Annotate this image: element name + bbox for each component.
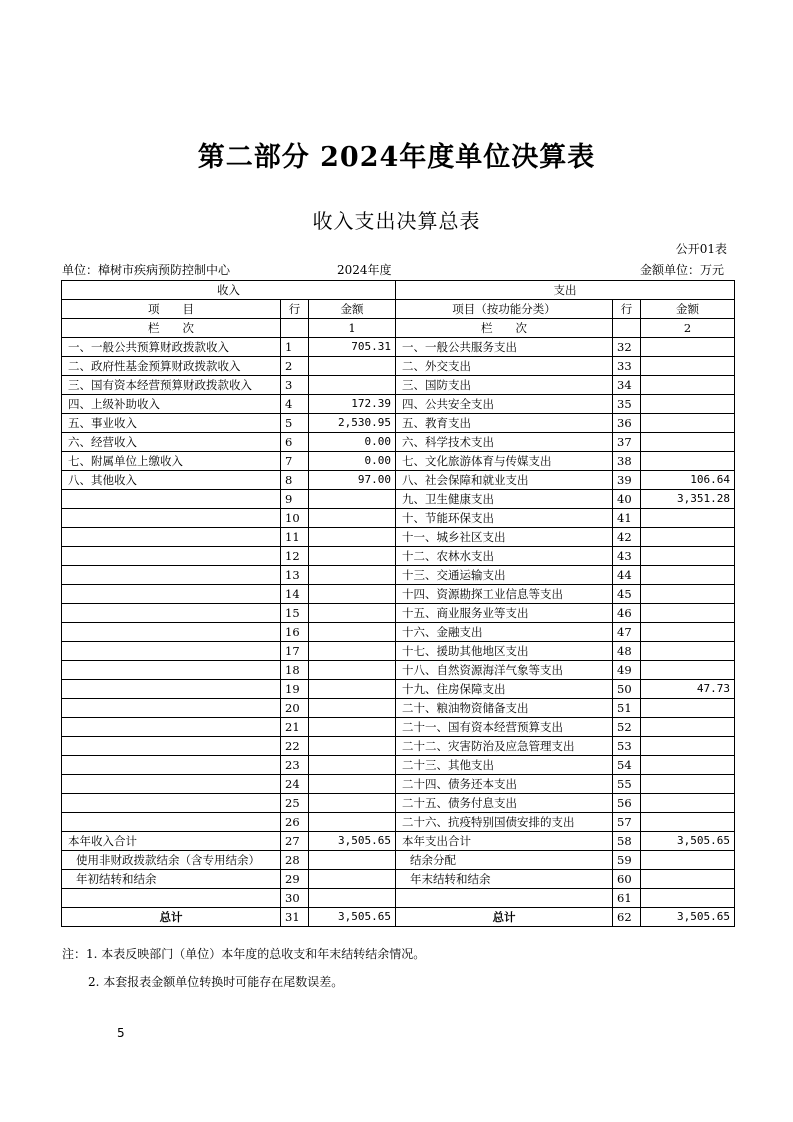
table-row xyxy=(62,338,735,357)
expense-row-no: 52 xyxy=(613,718,641,737)
income-row-no: 11 xyxy=(281,528,309,547)
expense-total-amount: 3,505.65 xyxy=(641,908,735,927)
income-row-no: 1 xyxy=(281,338,309,357)
income-item xyxy=(62,756,281,775)
table-row xyxy=(62,775,735,794)
income-header: 收入 xyxy=(62,281,396,300)
expense-row-no: 38 xyxy=(613,452,641,471)
expense-item: 二十五、债务付息支出 xyxy=(396,794,613,813)
column-header-row xyxy=(62,300,735,319)
table-row xyxy=(62,832,735,851)
expense-amount: 47.73 xyxy=(641,680,735,699)
income-amount xyxy=(309,604,396,623)
table-row xyxy=(62,889,735,908)
income-row-no: 24 xyxy=(281,775,309,794)
income-total-label: 总计 xyxy=(62,908,281,927)
expense-item: 十九、住房保障支出 xyxy=(396,680,613,699)
table-row xyxy=(62,813,735,832)
income-row-no: 18 xyxy=(281,661,309,680)
expense-amount xyxy=(641,566,735,585)
expense-amount xyxy=(641,737,735,756)
expense-row-no: 51 xyxy=(613,699,641,718)
expense-amount xyxy=(641,813,735,832)
expense-item: 十八、自然资源海洋气象等支出 xyxy=(396,661,613,680)
income-item xyxy=(62,718,281,737)
income-amount xyxy=(309,775,396,794)
expense-item: 十四、资源勘探工业信息等支出 xyxy=(396,585,613,604)
income-amount xyxy=(309,794,396,813)
expense-amount xyxy=(641,395,735,414)
income-item xyxy=(62,737,281,756)
table-row xyxy=(62,547,735,566)
expense-row-no: 45 xyxy=(613,585,641,604)
expense-item xyxy=(396,889,613,908)
expense-amount: 3,351.28 xyxy=(641,490,735,509)
expense-row-no: 50 xyxy=(613,680,641,699)
expense-item: 七、文化旅游体育与传媒支出 xyxy=(396,452,613,471)
amount-unit: 金额单位：万元 xyxy=(639,263,724,277)
expense-amount xyxy=(641,433,735,452)
expense-amount xyxy=(641,851,735,870)
income-amount xyxy=(309,623,396,642)
income-amount xyxy=(309,813,396,832)
expense-row-no: 40 xyxy=(613,490,641,509)
form-number: 公开01表 xyxy=(675,242,727,256)
expense-amount xyxy=(641,509,735,528)
expense-total-label: 总计 xyxy=(396,908,613,927)
expense-amount xyxy=(641,775,735,794)
expense-item: 十一、城乡社区支出 xyxy=(396,528,613,547)
income-row-no: 20 xyxy=(281,699,309,718)
expense-item: 八、社会保障和就业支出 xyxy=(396,471,613,490)
section-header-row xyxy=(62,281,735,300)
expense-amount xyxy=(641,794,735,813)
table-row xyxy=(62,395,735,414)
expense-item: 九、卫生健康支出 xyxy=(396,490,613,509)
income-row-no: 30 xyxy=(281,889,309,908)
income-item xyxy=(62,680,281,699)
income-amount: 172.39 xyxy=(309,395,396,414)
income-amount xyxy=(309,642,396,661)
table-row xyxy=(62,376,735,395)
expense-row-no: 56 xyxy=(613,794,641,813)
lanci-label: 栏 次 xyxy=(62,319,281,338)
expense-item: 年末结转和结余 xyxy=(396,870,613,889)
table-row xyxy=(62,699,735,718)
expense-row-no: 44 xyxy=(613,566,641,585)
col-header-amount: 金额 xyxy=(309,300,396,319)
expense-item: 本年支出合计 xyxy=(396,832,613,851)
expense-item: 十七、援助其他地区支出 xyxy=(396,642,613,661)
income-item: 年初结转和结余 xyxy=(62,870,281,889)
expense-row-no: 47 xyxy=(613,623,641,642)
table-row xyxy=(62,680,735,699)
income-item xyxy=(62,490,281,509)
income-row-no: 4 xyxy=(281,395,309,414)
expense-row-no: 34 xyxy=(613,376,641,395)
income-item xyxy=(62,547,281,566)
expense-row-no: 32 xyxy=(613,338,641,357)
expense-item: 二十、粮油物资储备支出 xyxy=(396,699,613,718)
income-amount xyxy=(309,376,396,395)
income-amount xyxy=(309,889,396,908)
income-total-row-no: 31 xyxy=(281,908,309,927)
income-item: 六、经营收入 xyxy=(62,433,281,452)
income-amount xyxy=(309,756,396,775)
expense-amount xyxy=(641,756,735,775)
income-row-no: 10 xyxy=(281,509,309,528)
expense-row-no: 59 xyxy=(613,851,641,870)
page-title: 第二部分 2024年度单位决算表 xyxy=(197,142,596,173)
expense-item: 二十一、国有资本经营预算支出 xyxy=(396,718,613,737)
expense-row-no: 41 xyxy=(613,509,641,528)
table-row xyxy=(62,471,735,490)
expense-item: 二十二、灾害防治及应急管理支出 xyxy=(396,737,613,756)
table-row xyxy=(62,528,735,547)
income-row-no: 15 xyxy=(281,604,309,623)
table-row xyxy=(62,794,735,813)
income-item xyxy=(62,775,281,794)
table-row xyxy=(62,642,735,661)
expense-row-no: 58 xyxy=(613,832,641,851)
income-row-no: 2 xyxy=(281,357,309,376)
table-row xyxy=(62,433,735,452)
col-header-item-func: 项目（按功能分类） xyxy=(396,300,613,319)
total-row xyxy=(62,908,735,927)
expense-amount xyxy=(641,870,735,889)
income-total-amount: 3,505.65 xyxy=(309,908,396,927)
income-item xyxy=(62,509,281,528)
income-amount xyxy=(309,699,396,718)
income-row-no: 16 xyxy=(281,623,309,642)
income-item xyxy=(62,585,281,604)
table-row xyxy=(62,851,735,870)
income-item: 八、其他收入 xyxy=(62,471,281,490)
income-amount xyxy=(309,851,396,870)
expense-amount: 106.64 xyxy=(641,471,735,490)
income-amount xyxy=(309,661,396,680)
expense-total-row-no: 62 xyxy=(613,908,641,927)
expense-amount xyxy=(641,338,735,357)
expense-item: 三、国防支出 xyxy=(396,376,613,395)
table-row xyxy=(62,414,735,433)
expense-amount xyxy=(641,357,735,376)
lanci-label: 栏 次 xyxy=(396,319,613,338)
income-row-no: 5 xyxy=(281,414,309,433)
expense-amount xyxy=(641,528,735,547)
table-row xyxy=(62,490,735,509)
income-row-no: 26 xyxy=(281,813,309,832)
col-index-2: 2 xyxy=(641,319,735,338)
income-amount xyxy=(309,870,396,889)
col-header-row: 行 xyxy=(281,300,309,319)
expense-header: 支出 xyxy=(396,281,735,300)
income-row-no: 27 xyxy=(281,832,309,851)
income-item: 二、政府性基金预算财政拨款收入 xyxy=(62,357,281,376)
expense-amount xyxy=(641,547,735,566)
expense-amount: 3,505.65 xyxy=(641,832,735,851)
note-2: 2. 本套报表金额单位转换时可能存在尾数误差。 xyxy=(88,975,344,989)
income-amount xyxy=(309,490,396,509)
table-title: 收入支出决算总表 xyxy=(312,209,481,233)
expense-item: 二十六、抗疫特别国债安排的支出 xyxy=(396,813,613,832)
expense-amount xyxy=(641,452,735,471)
expense-item: 二、外交支出 xyxy=(396,357,613,376)
col-header-row: 行 xyxy=(613,300,641,319)
expense-item: 四、公共安全支出 xyxy=(396,395,613,414)
income-row-no: 19 xyxy=(281,680,309,699)
income-amount xyxy=(309,585,396,604)
income-item xyxy=(62,566,281,585)
income-amount xyxy=(309,566,396,585)
table-row xyxy=(62,718,735,737)
income-row-no: 23 xyxy=(281,756,309,775)
income-amount xyxy=(309,509,396,528)
table-row xyxy=(62,357,735,376)
income-row-no: 29 xyxy=(281,870,309,889)
expense-amount xyxy=(641,889,735,908)
income-item: 五、事业收入 xyxy=(62,414,281,433)
expense-row-no: 35 xyxy=(613,395,641,414)
income-amount: 3,505.65 xyxy=(309,832,396,851)
expense-item: 十六、金融支出 xyxy=(396,623,613,642)
expense-row-no: 39 xyxy=(613,471,641,490)
income-amount xyxy=(309,547,396,566)
expense-row-no: 49 xyxy=(613,661,641,680)
income-item: 四、上级补助收入 xyxy=(62,395,281,414)
table-row xyxy=(62,870,735,889)
expense-item: 结余分配 xyxy=(396,851,613,870)
expense-amount xyxy=(641,585,735,604)
income-row-no: 17 xyxy=(281,642,309,661)
table-row xyxy=(62,585,735,604)
table-row xyxy=(62,452,735,471)
expense-amount xyxy=(641,604,735,623)
income-item: 三、国有资本经营预算财政拨款收入 xyxy=(62,376,281,395)
expense-row-no: 48 xyxy=(613,642,641,661)
expense-item: 一、一般公共服务支出 xyxy=(396,338,613,357)
income-row-no: 22 xyxy=(281,737,309,756)
expense-row-no: 53 xyxy=(613,737,641,756)
income-amount xyxy=(309,718,396,737)
expense-row-no: 60 xyxy=(613,870,641,889)
income-item: 本年收入合计 xyxy=(62,832,281,851)
expense-row-no: 37 xyxy=(613,433,641,452)
expense-item: 二十四、债务还本支出 xyxy=(396,775,613,794)
table-row xyxy=(62,509,735,528)
expense-row-no: 33 xyxy=(613,357,641,376)
income-row-no: 25 xyxy=(281,794,309,813)
expense-amount xyxy=(641,414,735,433)
income-item xyxy=(62,699,281,718)
income-item: 使用非财政拨款结余（含专用结余） xyxy=(62,851,281,870)
income-item xyxy=(62,889,281,908)
income-row-no: 14 xyxy=(281,585,309,604)
table-row xyxy=(62,604,735,623)
expense-row-no: 54 xyxy=(613,756,641,775)
income-row-no: 28 xyxy=(281,851,309,870)
fiscal-year: 2024年度 xyxy=(337,263,392,277)
expense-amount xyxy=(641,661,735,680)
income-item xyxy=(62,661,281,680)
table-row xyxy=(62,661,735,680)
expense-row-no: 57 xyxy=(613,813,641,832)
expense-amount xyxy=(641,623,735,642)
income-row-no: 8 xyxy=(281,471,309,490)
col-index-1: 1 xyxy=(309,319,396,338)
income-amount: 0.00 xyxy=(309,452,396,471)
income-amount xyxy=(309,357,396,376)
expense-amount xyxy=(641,718,735,737)
expense-amount xyxy=(641,376,735,395)
income-amount: 0.00 xyxy=(309,433,396,452)
income-row-no: 21 xyxy=(281,718,309,737)
income-amount: 2,530.95 xyxy=(309,414,396,433)
column-index-row xyxy=(62,319,735,338)
income-item xyxy=(62,642,281,661)
empty-cell xyxy=(613,319,641,338)
income-amount xyxy=(309,737,396,756)
notes xyxy=(62,940,425,996)
col-header-item: 项 目 xyxy=(62,300,281,319)
empty-cell xyxy=(281,319,309,338)
expense-item: 六、科学技术支出 xyxy=(396,433,613,452)
income-row-no: 9 xyxy=(281,490,309,509)
expense-amount xyxy=(641,642,735,661)
income-row-no: 3 xyxy=(281,376,309,395)
table-row xyxy=(62,737,735,756)
expense-row-no: 61 xyxy=(613,889,641,908)
table-row xyxy=(62,623,735,642)
expense-row-no: 42 xyxy=(613,528,641,547)
expense-item: 五、教育支出 xyxy=(396,414,613,433)
income-row-no: 6 xyxy=(281,433,309,452)
expense-row-no: 36 xyxy=(613,414,641,433)
table-row xyxy=(62,566,735,585)
income-expense-table xyxy=(61,280,735,927)
income-amount: 705.31 xyxy=(309,338,396,357)
expense-row-no: 55 xyxy=(613,775,641,794)
expense-item: 十、节能环保支出 xyxy=(396,509,613,528)
income-row-no: 13 xyxy=(281,566,309,585)
income-amount xyxy=(309,528,396,547)
income-row-no: 12 xyxy=(281,547,309,566)
income-amount: 97.00 xyxy=(309,471,396,490)
expense-item: 十二、农林水支出 xyxy=(396,547,613,566)
income-item: 一、一般公共预算财政拨款收入 xyxy=(62,338,281,357)
col-header-amount: 金额 xyxy=(641,300,735,319)
income-row-no: 7 xyxy=(281,452,309,471)
income-amount xyxy=(309,680,396,699)
income-item xyxy=(62,528,281,547)
income-item xyxy=(62,604,281,623)
table-row xyxy=(62,756,735,775)
unit-name: 单位：樟树市疾病预防控制中心 xyxy=(62,263,231,277)
expense-item: 十三、交通运输支出 xyxy=(396,566,613,585)
income-item xyxy=(62,813,281,832)
page-number: 5 xyxy=(117,1026,125,1040)
meta-row xyxy=(62,261,734,279)
note-1: 注：1. 本表反映部门（单位）本年度的总收支和年末结转结余情况。 xyxy=(62,947,426,961)
expense-row-no: 46 xyxy=(613,604,641,623)
income-item xyxy=(62,623,281,642)
income-item: 七、附属单位上缴收入 xyxy=(62,452,281,471)
expense-amount xyxy=(641,699,735,718)
expense-item: 十五、商业服务业等支出 xyxy=(396,604,613,623)
income-item xyxy=(62,794,281,813)
expense-item: 二十三、其他支出 xyxy=(396,756,613,775)
expense-row-no: 43 xyxy=(613,547,641,566)
